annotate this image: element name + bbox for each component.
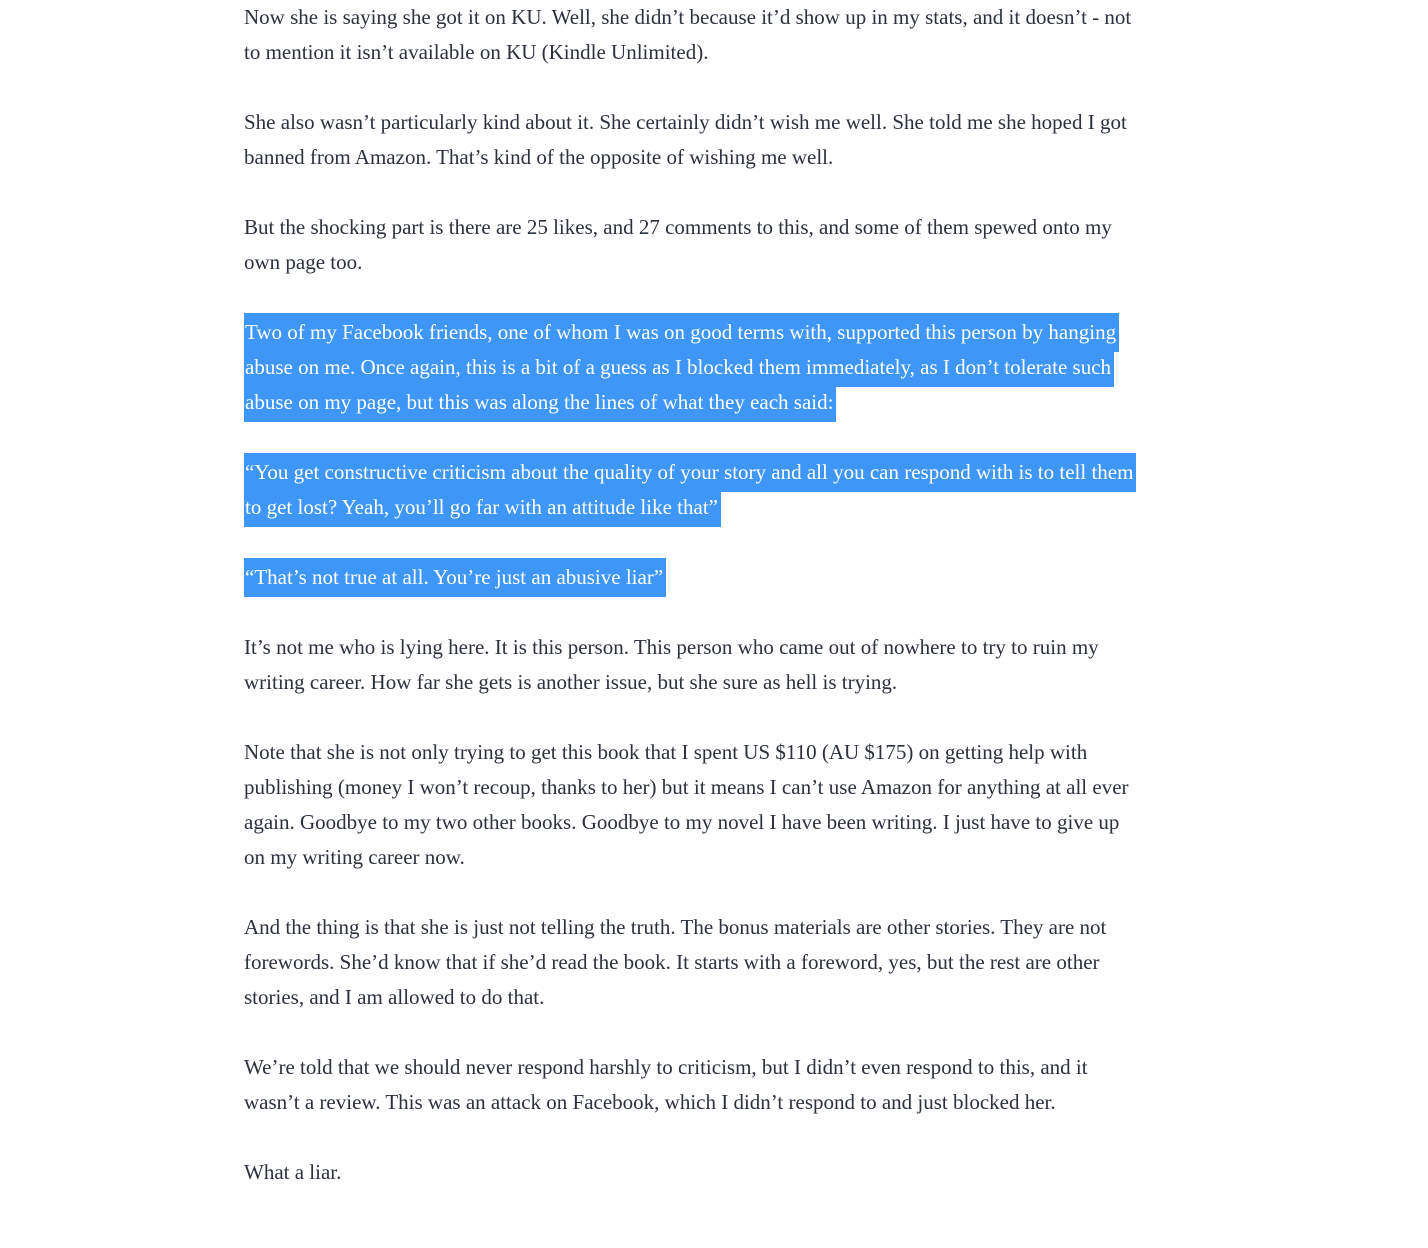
selected-text: Two of my Facebook friends, one of whom I was on good terms with, supported this person by hanging abuse on me. Once again, this is a bit of a guess as I blocked them immediately, as I don’t tolerate such abuse on my page, but this was along the lines of what they each said: bbox=[244, 313, 1119, 422]
selected-text: “You get constructive criticism about the quality of your story and all you can respond with is to tell them to get lost? Yeah, you’ll go far with an attitude like that” bbox=[244, 453, 1136, 527]
paragraph bbox=[244, 560, 1134, 595]
paragraph bbox=[244, 210, 1134, 280]
paragraph-text: She also wasn’t particularly kind about it. She certainly didn’t wish me well. She told me she hoped I got banned from Amazon. That’s kind of the opposite of wishing me well. bbox=[244, 110, 1127, 169]
paragraph bbox=[244, 910, 1134, 1015]
paragraph-text: Note that she is not only trying to get this book that I spent US $110 (AU $175) on getting help with publishing (money I won’t recoup, thanks to her) but it means I can’t use Amazon for anything at all ever again. Goodbye to my two other books. Goodbye to my novel I have been writing. I just have to give up on my writing career now. bbox=[244, 740, 1129, 869]
paragraph-text: We’re told that we should never respond harshly to criticism, but I didn’t even respond to this, and it wasn’t a review. This was an attack on Facebook, which I didn’t respond to and just blocked her. bbox=[244, 1055, 1088, 1114]
paragraph-text: It’s not me who is lying here. It is this person. This person who came out of nowhere to try to ruin my writing career. How far she gets is another issue, but she sure as hell is trying. bbox=[244, 635, 1099, 694]
paragraph bbox=[244, 630, 1134, 700]
paragraph-text: What a liar. bbox=[244, 1160, 342, 1184]
paragraph-text: But the shocking part is there are 25 likes, and 27 comments to this, and some of them spewed onto my own page too. bbox=[244, 215, 1112, 274]
paragraph-text: Now she is saying she got it on KU. Well, she didn’t because it’d show up in my stats, and it doesn’t - not to mention it isn’t available on KU (Kindle Unlimited). bbox=[244, 5, 1132, 64]
paragraph bbox=[244, 0, 1134, 70]
paragraph bbox=[244, 1050, 1134, 1120]
paragraph bbox=[244, 735, 1134, 875]
paragraph-text: And the thing is that she is just not telling the truth. The bonus materials are other stories. They are not forewords. She’d know that if she’d read the book. It starts with a foreword, yes, but the rest are other stories, and I am allowed to do that. bbox=[244, 915, 1107, 1009]
paragraph bbox=[244, 315, 1134, 420]
paragraph bbox=[244, 455, 1134, 525]
paragraph bbox=[244, 105, 1134, 175]
paragraph bbox=[244, 1155, 1134, 1190]
selected-text: “That’s not true at all. You’re just an abusive liar” bbox=[244, 558, 666, 597]
